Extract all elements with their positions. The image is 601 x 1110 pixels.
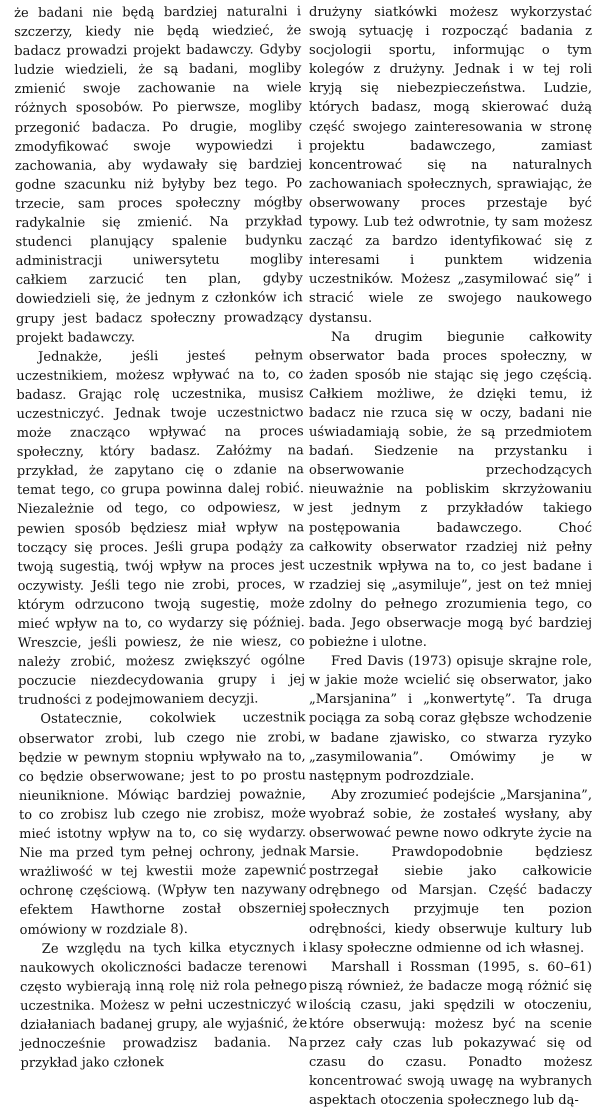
paragraph: Fred Davis (1973) opisuje skrajne role, w jakie może wcielić się obserwator, jako „Marsjanina” i „konwertytę”. Ta druga pociąga za sobą coraz głębsze wchodzenie w badane zjawisko, co stwarza ryzyko „zasymilowania”. Omówimy je w następnym podrozdziale. bbox=[309, 654, 592, 784]
paragraph: Marshall i Rossman (1995, s. 60–61) piszą również, że badacze mogą różnić się ilością czasu, jaki spędzili w otoczeniu, które obserwują: możesz być na scenie przez cały czas lub pokazywać się od czasu do czasu. Ponadto możesz koncentrować swoją uwagę na wybranych aspektach otoczenia społecznego lub dą- bbox=[309, 959, 592, 1109]
paragraph: Ostatecznie, cokolwiek uczestnik obserwator zrobi, lub czego nie zrobi, będzie w pewnym stopniu wpływało na to, co będzie obserwowane; jest to po prostu nieuniknione. Mówiąc bardziej poważnie, to co zrobisz lub czego nie zrobisz, może mieć istotny wpływ na to, co się wydarzy. Nie ma przed tym pełnej ochrony, jednak wrażliwość w tej kwestii może zapewnić ochronę częściową. (Wpływ ten nazywany efektem Hawthorne został obszerniej omówiony w rozdziale 8). bbox=[18, 710, 307, 938]
paragraph: Jednakże, jeśli jesteś pełnym uczestnikiem, możesz wpływać na to, co badasz. Grając rolę uczestnika, musisz uczestniczyć. Jednak twoje uczestnictwo może znacząco wpływać na proces społeczny, który badasz. Załóżmy na przykład, że zapytano cię o zdanie na temat tego, co grupa powinna dalej robić. Niezależnie od tego, co odpowiesz, w pewien sposób będziesz miał wpływ na toczący się proces. Jeśli grupa podąży za twoją sugestią, twój wpływ na proces jest oczywisty. Jeśli tego nie zrobi, proces, w którym odrzucono twoją sugestię, może mieć wpływ na to, co wydarzy się później. Wreszcie, jeśli powiesz, że nie wiesz, co należy zrobić, możesz zwiększyć ogólne poczucie niezdecydowania grupy i jej trudności z podejmowaniem decyzji. bbox=[16, 347, 306, 709]
paragraph: że badani nie będą bardziej naturalni i szczerzy, kiedy nie będą wiedzieć, że badacz prowadzi projekt badawczy. Gdyby ludzie wiedzieli, że są badani, mogliby zmienić swoje zachowanie na wiele różnych sposobów. Po pierwsze, mogliby przegonić badacza. Po drugie, mogliby zmodyfikować swoje wypowiedzi i zachowania, aby wydawały się bardziej godne szacunku niż byłyby bez tego. Po trzecie, sam proces społeczny mógłby radykalnie się zmienić. Na przykład studenci planujący spalenie budynku administracji uniwersytetu mogliby całkiem zarzucić ten plan, gdyby dowiedzieli się, że jednym z członków ich grupy jest badacz społeczny prowadzący projekt badawczy. bbox=[14, 4, 303, 346]
paragraph: Aby zrozumieć podejście „Marsjanina”, wyobraź sobie, że zostałeś wysłany, aby obserwować pewne nowo odkryte życie na Marsie. Prawdopodobnie będziesz postrzegał siebie jako całkowicie odrębnego od Marsjan. Część badaczy społecznych przyjmuje ten pozion odrębności, kiedy obserwuje kultury lub klasy społeczne odmienne od ich własnej. bbox=[309, 787, 592, 956]
paragraph: Ze względu na tych kilka etycznych i naukowych okoliczności badacze terenowi często wybierają inną rolę niż rola pełnego uczestnika. Możesz w pełni uczestniczyć w działaniach badanej grupy, ale wyjaśnić, że jednocześnie prowadzisz badania. Na przykład jako członek bbox=[19, 939, 308, 1072]
paragraph: drużyny siatkówki możesz wykorzystać swoją sytuację i rozpocząć badania z socjologii sportu, informując o tym kolegów z drużyny. Jednak i w tej roli kryją się niebezpieczeństwa. Ludzie, których badasz, mogą skierować dużą część swojego zainteresowania w stronę projektu badawczego, zamiast koncentrować się na naturalnych zachowaniach społecznych, sprawiając, że obserwowany proces przestaje być typowy. Lub też odwrotnie, ty sam możesz zacząć za bardzo identyfikować się z interesami i punktem widzenia uczestników. Możesz „zasymilować się” i stracić wiele ze swojego naukowego dystansu. bbox=[309, 5, 592, 326]
left-text-column bbox=[14, 2, 308, 1073]
paragraph: Na drugim biegunie całkowity obserwator bada proces społeczny, w żaden sposób nie stając się jego częścią. Całkiem możliwe, że dzięki temu, iż badacz nie rzuca się w oczy, badani nie uświadamiają sobie, że są przedmiotem badań. Siedzenie na przystanku i obserwowanie przechodzących nieuważnie na pobliskim skrzyżowaniu jest jednym z przykładów takiego postępowania badawczego. Choć całkowity obserwator rzadziej niż pełny uczestnik wpływa na to, co jest badane i rzadziej się „asymiluje”, jest on też mniej zdolny do pełnego zrozumienia tego, co bada. Jego obserwacje mogą być bardziej pobieżne i ulotne. bbox=[309, 329, 592, 651]
right-text-column bbox=[309, 3, 592, 1110]
